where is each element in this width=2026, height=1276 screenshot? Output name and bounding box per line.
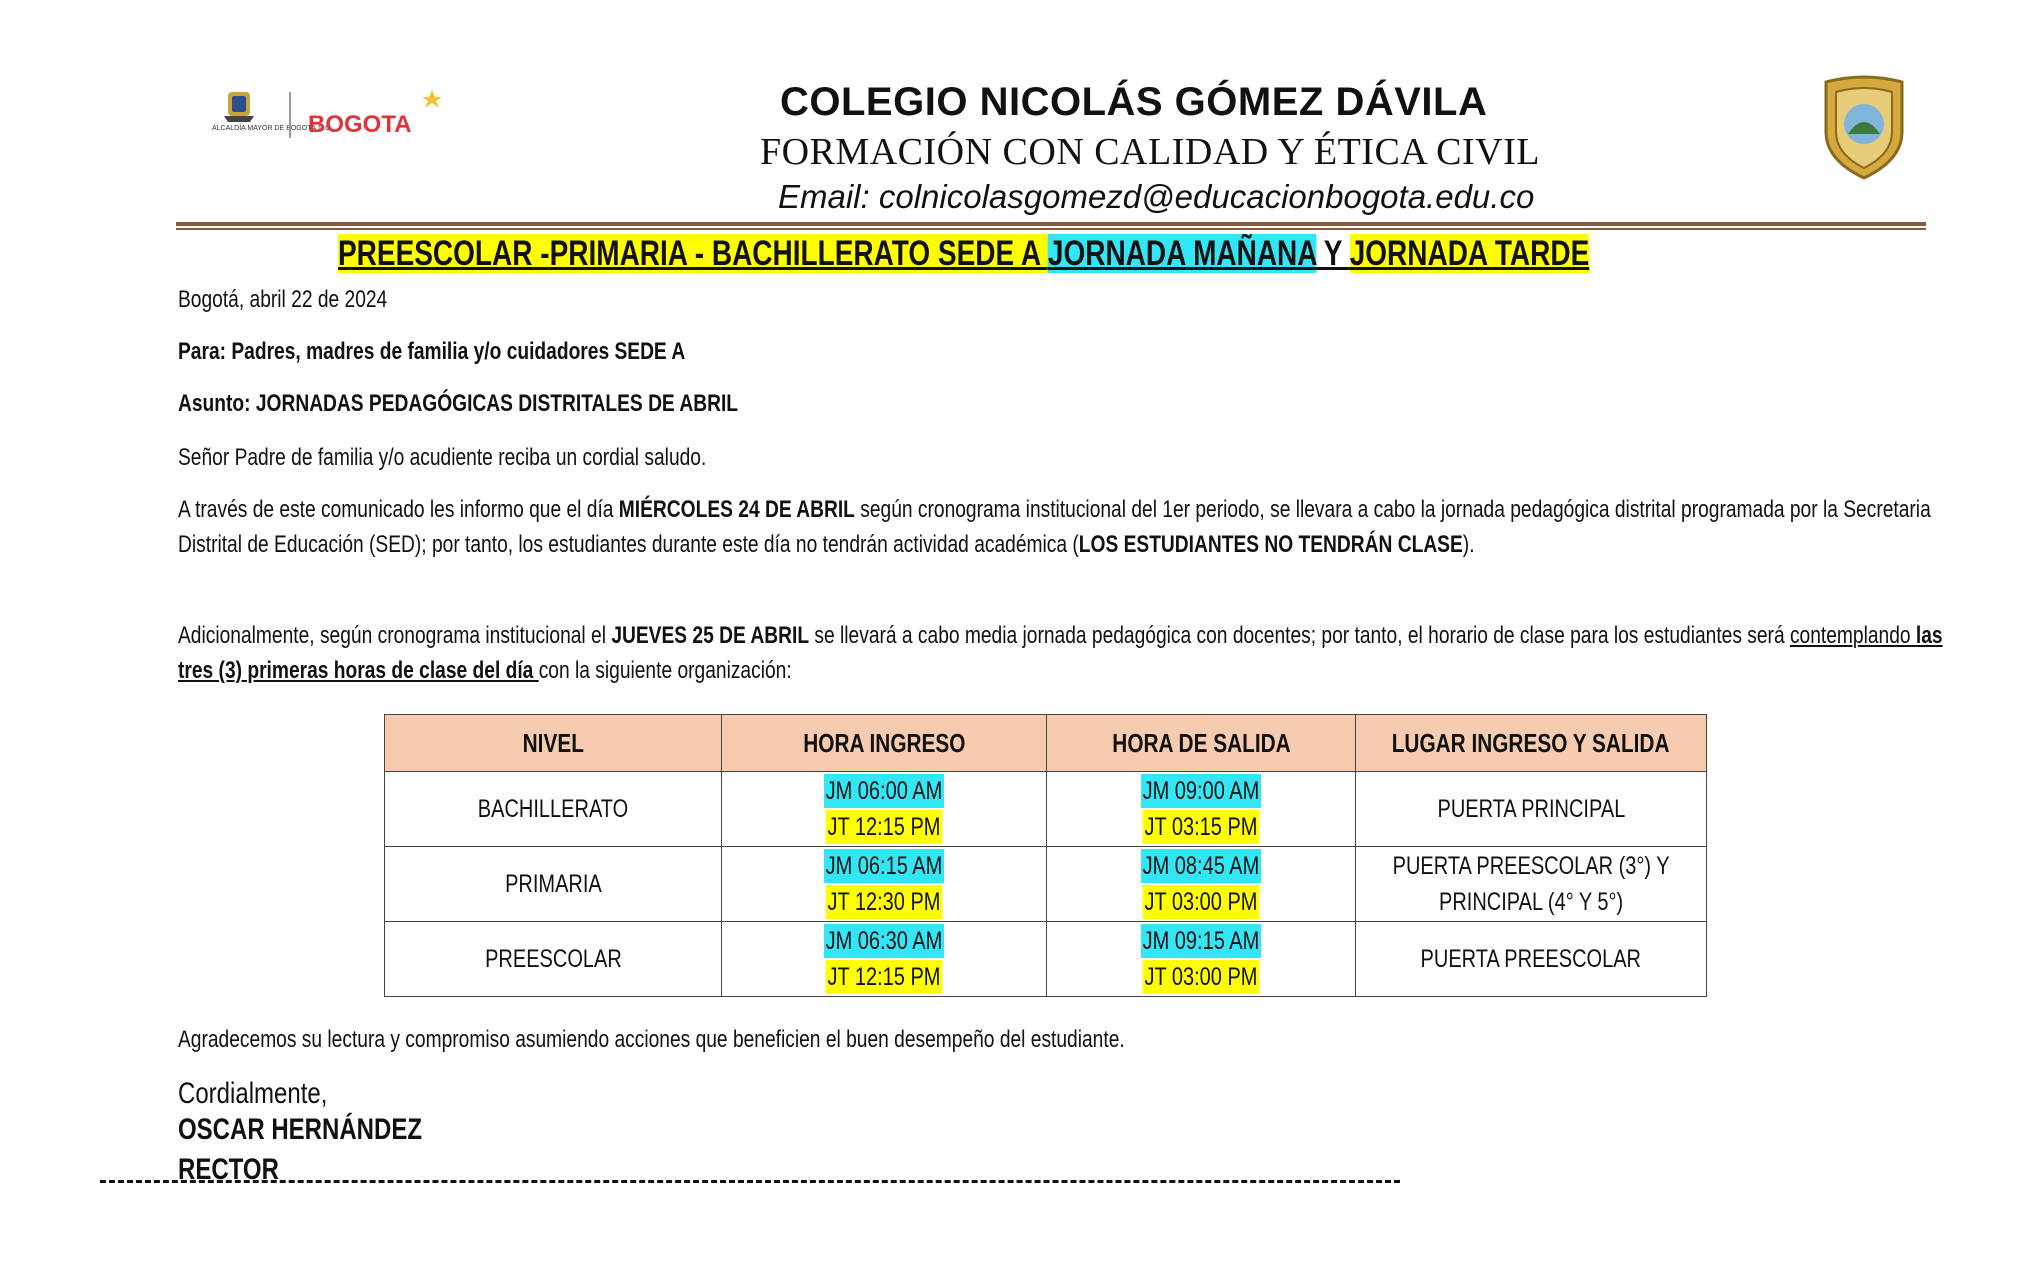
p2-contemplando: contemplando — [1789, 622, 1916, 649]
bogota-brand-text: BOGOTA — [308, 111, 412, 138]
banner-connector: Y — [1316, 234, 1350, 273]
time-jm: JM 09:15 AM — [1141, 924, 1261, 958]
alcaldia-text: ALCALDÍA MAYOR DE BOGOTÁ D.C. — [212, 125, 333, 132]
p1-no-clase: LOS ESTUDIANTES NO TENDRÁN CLASE — [1078, 531, 1463, 558]
p2-tres-horas: las tres (3) primeras horas de clase del día — [178, 622, 1943, 684]
cell-ingreso — [722, 772, 1047, 847]
letter-thanks: Agradecemos su lectura y compromiso asumiendo acciones que beneficien el buen desempeño del estudiante. — [178, 1026, 1125, 1053]
banner-jornada-manana: JORNADA MAÑANA — [1047, 234, 1317, 273]
header-hora-salida: HORA DE SALIDA — [1047, 715, 1356, 772]
table-row — [385, 847, 1707, 922]
bogota-logo-icon — [210, 88, 460, 148]
signer-name: OSCAR HERNÁNDEZ — [178, 1113, 423, 1146]
cell-nivel: PREESCOLAR — [385, 922, 722, 997]
time-jm: JM 09:00 AM — [1141, 774, 1261, 808]
p2-text-a: Adicionalmente, según cronograma institucional el — [178, 622, 612, 649]
cell-lugar: PUERTA PREESCOLAR — [1356, 922, 1707, 997]
p1-date-miercoles: MIÉRCOLES 24 DE ABRIL — [618, 496, 855, 523]
p1-text-c: según cronograma institucional del 1er periodo, se llevara a cabo la jornada pedagógica distrital programada por la Secretaria Distrital de Educación (SED); por tanto, los estudiantes durante este día no tendrán actividad académica ( — [178, 496, 1931, 558]
cell-salida — [1047, 922, 1356, 997]
letter-subject: Asunto: JORNADAS PEDAGÓGICAS DISTRITALES DE ABRIL — [178, 390, 739, 417]
header-lugar: LUGAR INGRESO Y SALIDA — [1356, 715, 1707, 772]
cell-ingreso — [722, 922, 1047, 997]
time-jt: JT 12:30 PM — [826, 885, 942, 919]
letter-paragraph-1 — [178, 492, 1946, 562]
banner-jornada-tarde: JORNADA TARDE — [1349, 234, 1590, 273]
time-jm: JM 06:00 AM — [824, 774, 944, 808]
header-divider — [176, 222, 1926, 230]
time-jt: JT 03:00 PM — [1143, 885, 1259, 919]
school-motto: FORMACIÓN CON CALIDAD Y ÉTICA CIVIL — [760, 131, 1540, 173]
cell-lugar: PUERTA PRINCIPAL — [1356, 772, 1707, 847]
letter-paragraph-2 — [178, 618, 1946, 688]
letter-greeting: Señor Padre de familia y/o acudiente reciba un cordial saludo. — [178, 444, 707, 471]
table-row — [385, 772, 1707, 847]
cell-ingreso — [722, 847, 1047, 922]
p2-text-c: se llevará a cabo media jornada pedagógica con docentes; por tanto, el horario de clase para los estudiantes será — [809, 622, 1790, 649]
footer-dashed-divider — [100, 1180, 1400, 1183]
school-name: COLEGIO NICOLÁS GÓMEZ DÁVILA — [780, 80, 1488, 124]
header-nivel: NIVEL — [385, 715, 722, 772]
banner-levels: PREESCOLAR -PRIMARIA - BACHILLERATO SEDE A — [338, 234, 1048, 273]
cell-nivel: BACHILLERATO — [385, 772, 722, 847]
p1-text-e: ). — [1462, 531, 1475, 558]
cell-salida — [1047, 847, 1356, 922]
school-email: Email: colnicolasgomezd@educacionbogota.edu.co — [778, 178, 1535, 215]
signer-role: RECTOR — [178, 1153, 279, 1186]
banner-title — [338, 234, 1589, 274]
header-hora-ingreso: HORA INGRESO — [722, 715, 1047, 772]
time-jm: JM 06:15 AM — [824, 849, 944, 883]
p2-text-f: con la siguiente organización: — [538, 657, 792, 684]
table-row — [385, 922, 1707, 997]
letter-date: Bogotá, abril 22 de 2024 — [178, 286, 388, 313]
letter-closing: Cordialmente, — [178, 1077, 328, 1110]
cell-salida — [1047, 772, 1356, 847]
cell-lugar: PUERTA PREESCOLAR (3°) Y PRINCIPAL (4° Y 5°) — [1356, 847, 1707, 922]
time-jt: JT 03:15 PM — [1143, 810, 1259, 844]
letter-recipients: Para: Padres, madres de familia y/o cuidadores SEDE A — [178, 338, 686, 365]
cell-nivel: PRIMARIA — [385, 847, 722, 922]
time-jt: JT 12:15 PM — [826, 960, 942, 994]
school-crest — [1818, 74, 1910, 180]
p1-text-a: A través de este comunicado les informo que el día — [178, 496, 619, 523]
p2-date-jueves: JUEVES 25 DE ABRIL — [611, 622, 810, 649]
time-jm: JM 08:45 AM — [1141, 849, 1261, 883]
school-crest-icon — [1818, 74, 1910, 180]
table-header-row — [385, 715, 1707, 772]
schedule-table — [384, 714, 1707, 997]
alcaldia-bogota-logo — [210, 88, 460, 148]
time-jt: JT 03:00 PM — [1143, 960, 1259, 994]
time-jt: JT 12:15 PM — [826, 810, 942, 844]
time-jm: JM 06:30 AM — [824, 924, 944, 958]
